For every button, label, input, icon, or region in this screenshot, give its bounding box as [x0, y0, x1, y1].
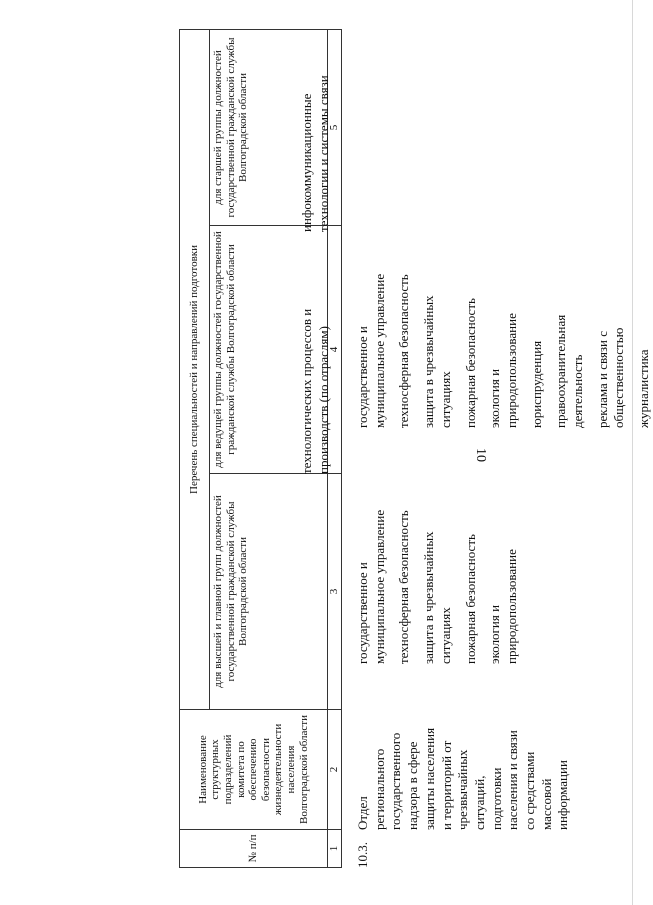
specialty-line: ситуациях [437, 371, 453, 428]
column-number: 1 [328, 830, 342, 868]
name-line: со средствами [522, 751, 538, 830]
specialty-line: технологических процессов и [299, 308, 314, 474]
specialty-line: инфокоммуникационные [299, 93, 314, 232]
column-number: 5 [328, 29, 342, 225]
row-number-cell [355, 830, 372, 868]
specialty-line: пожарная безопасность [462, 534, 478, 664]
specialty-line: защита в чрезвычайных [421, 531, 437, 664]
header-num: № п/п [180, 830, 328, 868]
name-line: надзора в сфере [405, 741, 421, 830]
name-line: защиты населения [421, 727, 437, 830]
specialty-line: производств (по отраслям) [315, 326, 331, 474]
specialty-line: журналистика [636, 349, 652, 428]
name-line: чрезвычайных [455, 749, 471, 830]
name-line: массовой [538, 778, 554, 830]
header-sub-leading: для ведущей группы должностей государственной гражданской службы Волгоградской области [210, 226, 328, 474]
column-number: 3 [328, 474, 342, 710]
specialty-line: государственное и [355, 562, 370, 664]
specialty-line: ситуациях [437, 607, 453, 664]
header-name: Наименование структурных подразделений комитета по обеспечению безопасности жизнедеятельности населения Волгоградской области [180, 710, 328, 830]
name-line: и территорий от [438, 740, 454, 830]
specialty-line: природопользование [503, 313, 519, 428]
row-specialties-leading-carryover [299, 214, 332, 474]
name-line: подготовки [488, 767, 504, 830]
name-line: ситуаций, [471, 775, 487, 830]
specialty-line: природопользование [503, 549, 519, 664]
name-line: регионального [371, 748, 387, 830]
specialty-line: техносферная безопасность [396, 274, 412, 428]
specialty-line: экология и [487, 368, 503, 428]
specialty-line: технологии и системы связи [315, 75, 331, 232]
specialty-line: общественностью [611, 327, 627, 428]
specialty-line: реклама и связи с [594, 330, 610, 428]
column-number: 2 [328, 710, 342, 830]
specialty-line: защита в чрезвычайных [421, 295, 437, 428]
row-number: 10.3. [355, 842, 370, 868]
specialty-line: юриспруденция [528, 340, 544, 428]
specialty-line: правоохранительная [553, 314, 569, 428]
name-line: населения и связи [505, 730, 521, 830]
row-specialties-senior-carryover [299, 32, 332, 232]
specialty-line: экология и [487, 604, 503, 664]
name-line: информации [555, 760, 571, 830]
specialty-line: пожарная безопасность [462, 298, 478, 428]
specialty-line: деятельность [570, 354, 586, 428]
row-name-cell [355, 710, 572, 830]
specialty-line: техносферная безопасность [396, 510, 412, 664]
rotated-document [179, 28, 652, 868]
name-line: государственного [388, 732, 404, 830]
specialty-line: государственное и [355, 326, 370, 428]
header-sub-senior: для старшей группы должностей государственной гражданской службы Волгоградской области [210, 29, 328, 225]
page-number: 10 [473, 448, 488, 462]
header-group: Перечень специальностей и направлений подготовки [180, 29, 210, 709]
name-line: Отдел [355, 796, 370, 830]
specialty-line: муниципальное управление [371, 509, 387, 664]
row-specialties-leading [355, 168, 653, 428]
column-number: 4 [328, 226, 342, 474]
specialty-line: муниципальное управление [371, 273, 387, 428]
header-sub-higher: для высшей и главной групп должностей государственной гражданской службы Волгоградской области [210, 474, 328, 710]
